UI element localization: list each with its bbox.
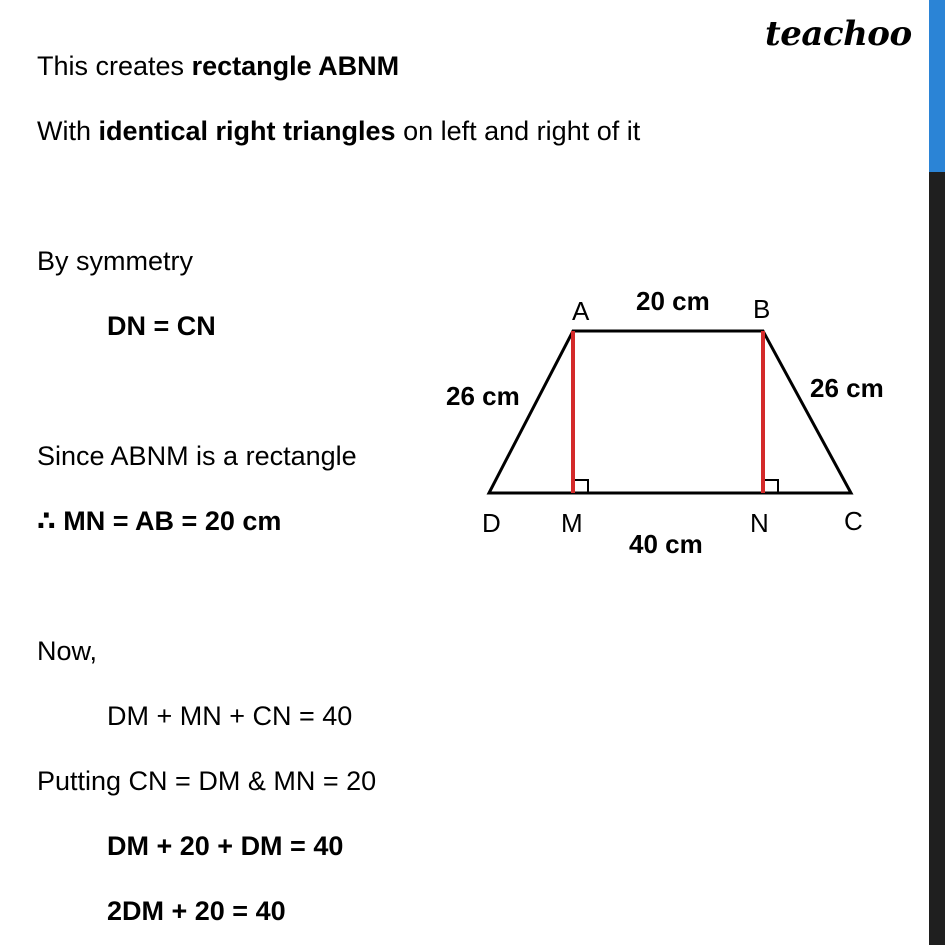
line-triangles-bold: identical right triangles bbox=[98, 116, 396, 146]
line-putting: Putting CN = DM & MN = 20 bbox=[37, 766, 377, 796]
line-dm-equation: DM + 20 + DM = 40 bbox=[107, 831, 344, 861]
label-c: C bbox=[844, 506, 863, 536]
label-right-side: 26 cm bbox=[810, 373, 884, 403]
right-angle-n bbox=[765, 480, 778, 493]
line-dn-cn: DN = CN bbox=[107, 311, 216, 341]
teachoo-logo: teachoo bbox=[765, 14, 912, 54]
line-by-symmetry: By symmetry bbox=[37, 246, 194, 276]
line-since-rectangle: Since ABNM is a rectangle bbox=[37, 441, 357, 471]
label-b: B bbox=[753, 294, 771, 324]
label-left-side: 26 cm bbox=[446, 381, 520, 411]
line-sum-equation: DM + MN + CN = 40 bbox=[107, 701, 353, 731]
label-n: N bbox=[750, 508, 769, 538]
label-m: M bbox=[561, 508, 583, 538]
label-d: D bbox=[482, 508, 501, 538]
trapezium-outline bbox=[489, 331, 851, 493]
right-angle-m bbox=[575, 480, 588, 493]
line-triangles-suffix: on left and right of it bbox=[395, 116, 641, 146]
line-rectangle-bold: rectangle ABNM bbox=[191, 51, 400, 81]
label-a: A bbox=[572, 296, 590, 326]
line-mn-ab: ∴ MN = AB = 20 cm bbox=[37, 506, 282, 536]
line-triangles-prefix: With bbox=[37, 116, 99, 146]
line-2dm-equation: 2DM + 20 = 40 bbox=[107, 896, 286, 926]
label-top-side: 20 cm bbox=[636, 286, 710, 316]
label-bottom-side: 40 cm bbox=[629, 529, 703, 559]
line-rectangle-prefix: This creates bbox=[37, 51, 192, 81]
line-now: Now, bbox=[37, 636, 98, 666]
